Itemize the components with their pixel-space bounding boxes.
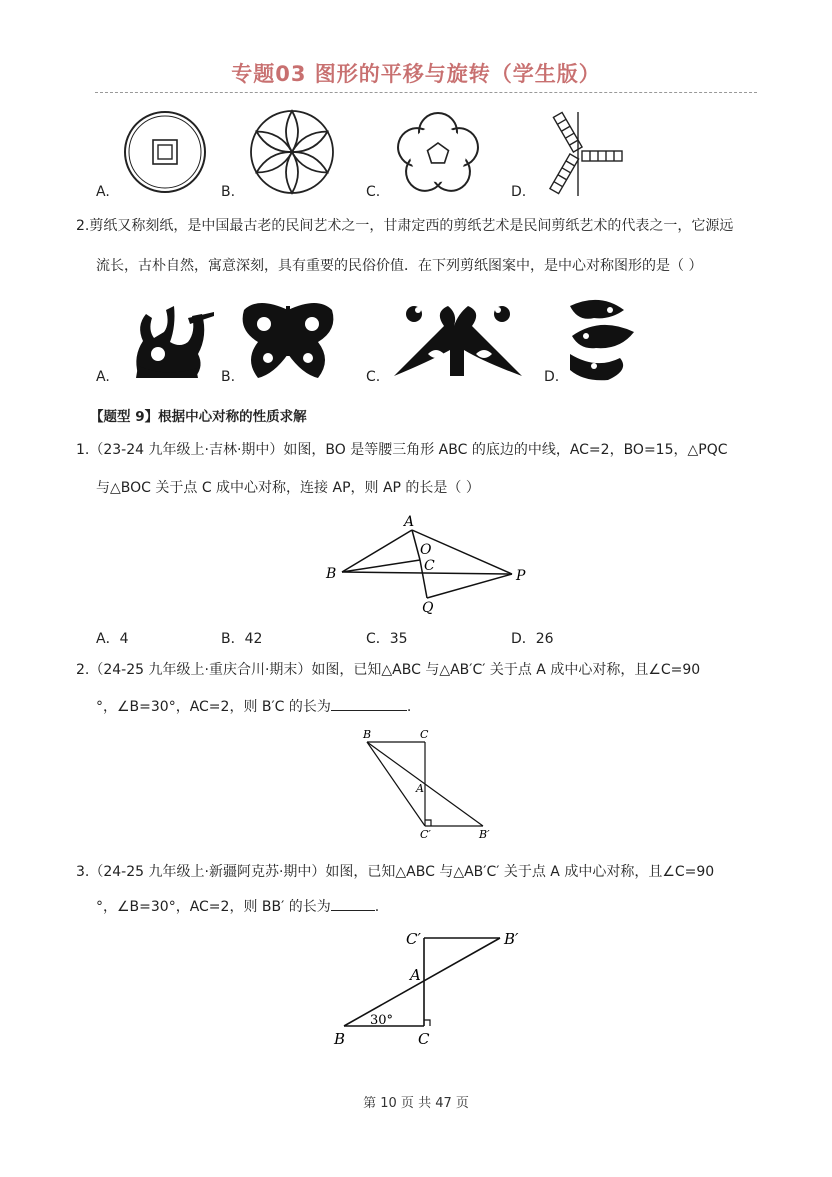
p1-option-c: C．35	[366, 631, 408, 647]
label-b: B	[326, 566, 337, 582]
label-p: P	[516, 568, 526, 584]
plum-blossom-figure	[393, 113, 483, 198]
p3-text-line2-b: .	[374, 899, 380, 915]
coin-figure	[125, 112, 205, 192]
section-heading: 【题型 9】根据中心对称的性质求解	[90, 409, 307, 425]
fish-papercut-figure	[570, 300, 634, 380]
butterfly-papercut-figure	[243, 303, 334, 378]
label-o: O	[420, 542, 432, 558]
p2-text-line1: 2.（24-25 九年级上·重庆合川·期末）如图，已知△ABC 与△AB′C′ 关于点 A 成中心对称，且∠C=90	[76, 662, 701, 678]
page-title: 专题03 图形的平移与旋转（学生版）	[231, 62, 601, 86]
p3-text-line1: 3.（24-25 九年级上·新疆阿克苏·期中）如图，已知△ABC 与△AB′C′ 关于点 A 成中心对称，且∠C=90	[76, 864, 715, 880]
label-c: C	[418, 1030, 430, 1048]
label-b: B	[334, 1030, 346, 1048]
p3-text-line2-a: °，∠B=30°，AC=2，则 BB′ 的长为	[96, 899, 331, 915]
q2-text-line1: 2.剪纸又称刻纸，是中国最古老的民间艺术之一，甘肃定西的剪纸艺术是民间剪纸艺术的代表之一，它源远	[76, 218, 734, 234]
q1-option-c: C.	[366, 184, 381, 200]
label-q: Q	[422, 600, 434, 616]
p1-geometry-figure	[320, 510, 540, 618]
six-petal-figure	[251, 111, 333, 193]
p1-text-line1: 1.（23-24 九年级上·吉林·期中）如图，BO 是等腰三角形 ABC 的底边的中线，AC=2，BO=15，△PQC	[76, 442, 728, 458]
p2-text-line2-a: °，∠B=30°，AC=2，则 B′C 的长为	[96, 699, 331, 715]
p2-geometry-figure	[355, 726, 505, 846]
label-c-prime: C′	[406, 930, 421, 948]
page-number: 第 10 页 共 47 页	[363, 1096, 469, 1111]
angle-label: 30°	[370, 1013, 394, 1028]
p1-option-d: D．26	[511, 631, 554, 647]
q1-option-b: B.	[221, 184, 236, 200]
p3-text-line2	[96, 896, 379, 917]
q1-option-d: D.	[511, 184, 527, 200]
label-c: C	[424, 558, 435, 574]
label-a: A	[416, 782, 424, 795]
header-divider	[95, 92, 757, 93]
label-b-prime: B′	[504, 930, 519, 948]
label-a: A	[410, 966, 421, 984]
q2-text-line2: 流长，古朴自然，寓意深刻，具有重要的民俗价值．在下列剪纸图案中，是中心对称图形的是（ ）	[96, 258, 703, 274]
q2-option-c: C.	[366, 369, 381, 385]
windmill-figure	[550, 112, 622, 196]
p3-answer-blank	[331, 896, 375, 911]
q2-option-d: D.	[544, 369, 560, 385]
magpies-papercut-figure	[394, 306, 522, 376]
label-c-prime: C′	[420, 828, 431, 841]
q2-option-b: B.	[221, 369, 236, 385]
label-c: C	[420, 728, 429, 741]
p2-text-line2	[96, 696, 411, 717]
q1-figures	[120, 108, 710, 200]
p1-option-a: A．4	[96, 631, 129, 647]
p1-text-line2: 与△BOC 关于点 C 成中心对称，连接 AP，则 AP 的长是（ ）	[96, 480, 480, 496]
label-a: A	[404, 514, 415, 530]
q2-option-a: A.	[96, 369, 110, 385]
label-b: B	[363, 728, 372, 741]
p2-text-line2-b: .	[406, 699, 412, 715]
label-b-prime: B′	[479, 828, 490, 841]
q1-option-a: A.	[96, 184, 110, 200]
p3-geometry-figure	[330, 924, 530, 1048]
p1-option-b: B．42	[221, 631, 263, 647]
cranes-papercut-figure	[136, 306, 214, 378]
p2-answer-blank	[331, 696, 407, 711]
